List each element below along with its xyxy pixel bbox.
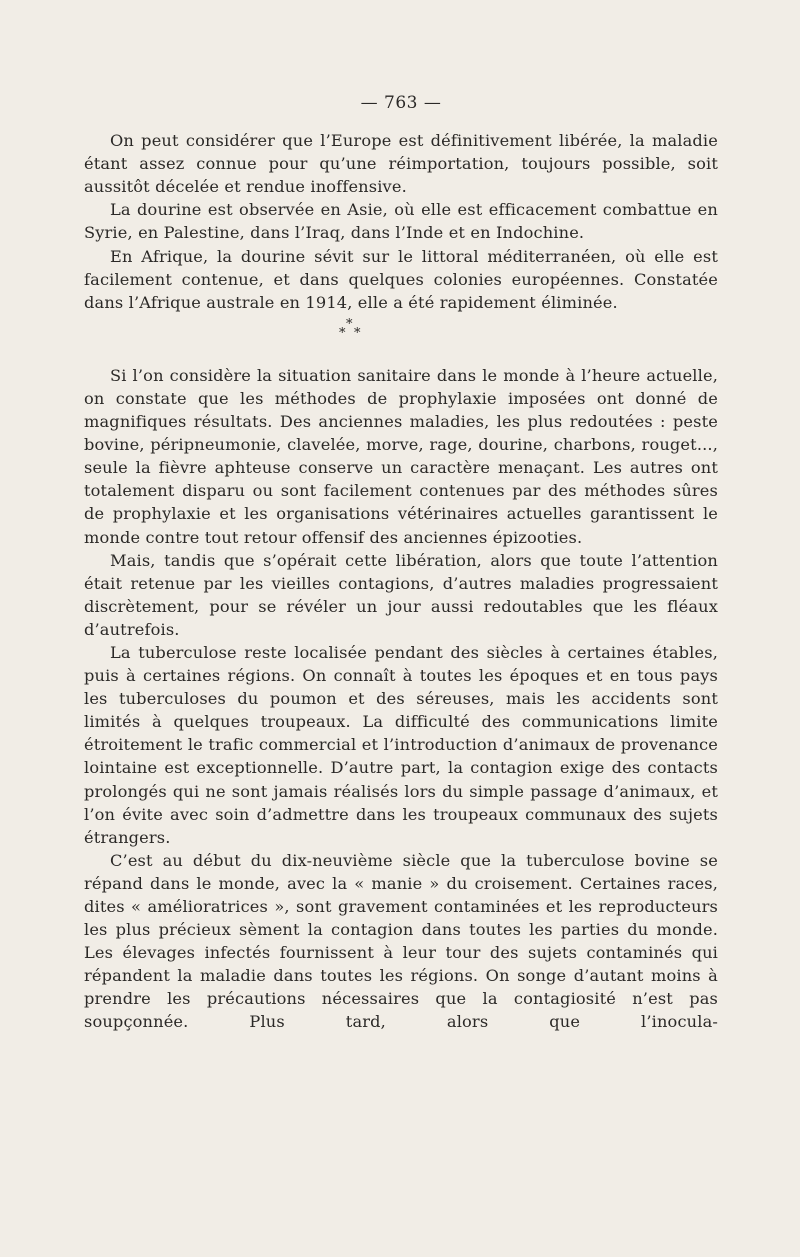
paragraph-dix-neuvieme-siecle: C’est au début du dix-neuvième siècle que la tuberculose bovine se répand dans le monde, avec la « manie » du croisement. Certaines races, dites « amélioratrices », sont gravement contaminées et les reproducteurs les plus précieux sèment la contagion dans toutes les parties du monde. Les élevages infectés fournissent à leur tour des sujets contaminés qui répandent la maladie dans toutes les régions. On songe d’autant moins à prendre les précautions nécessaires que la contagiosité n’est pas soupçonnée. Plus tard, alors que l’inocula- [84,850,718,1032]
asterism-separator [84,316,718,358]
paragraph-afrique: En Afrique, la dourine sévit sur le littoral méditerranéen, où elle est facilement contenue, et dans quelques colonies européennes. Constatée dans l’Afrique australe en 1914, elle a été rapidement éliminée. [84,246,718,312]
paragraph-situation-sanitaire: Si l’on considère la situation sanitaire dans le monde à l’heure actuelle, on constate que les méthodes de prophylaxie imposées ont donné de magnifiques résultats. Des anciennes maladies, les plus redoutées : peste bovine, péripneumonie, clavelée, morve, rage, dourine, charbons, rouget..., seule la fièvre aphteuse conserve un caractère menaçant. Les autres ont totalement disparu ou sont facilement contenues par des méthodes sûres de prophylaxie et les organisations vétérinaires actuelles garantissent le monde contre tout retour offensif des anciennes épizooties. [84,365,718,547]
asterisk-left: * [339,325,346,341]
document-page [84,92,718,1034]
paragraph-tuberculose-localisee: La tuberculose reste localisée pendant des siècles à certaines étables, puis à certaines régions. On connaît à toutes les époques et en tous pays les tuberculoses du poumon et des séreuses, mais les accidents sont limités à quelques troupeaux. La difficulté des communications limite étroitement le trafic commercial et l’introduction d’animaux de provenance lointaine est exceptionnelle. D’autre part, la contagion exige des contacts prolongés qui ne sont jamais réalisés lors du simple passage d’animaux, et l’on évite avec soin d’admettre dans les troupeaux communaux des sujets étrangers. [84,642,718,847]
paragraph-europe: On peut considérer que l’Europe est définitivement libérée, la maladie étant assez connue pour qu’une réimportation, toujours possible, soit aussitôt décelée et rendue inoffensive. [84,131,718,197]
paragraph-asie: La dourine est observée en Asie, où elle est efficacement combattue en Syrie, en Palestine, dans l’Iraq, dans l’Inde et en Indochine. [84,200,718,243]
asterisk-right: * [354,325,361,341]
asterisk-top: * [346,316,353,332]
page-number: — 763 — [360,93,442,113]
paragraph-liberation: Mais, tandis que s’opérait cette libération, alors que toute l’attention était retenue par les vieilles contagions, d’autres maladies progressaient discrètement, pour se révéler un jour aussi redoutables que les fléaux d’autrefois. [84,550,718,639]
